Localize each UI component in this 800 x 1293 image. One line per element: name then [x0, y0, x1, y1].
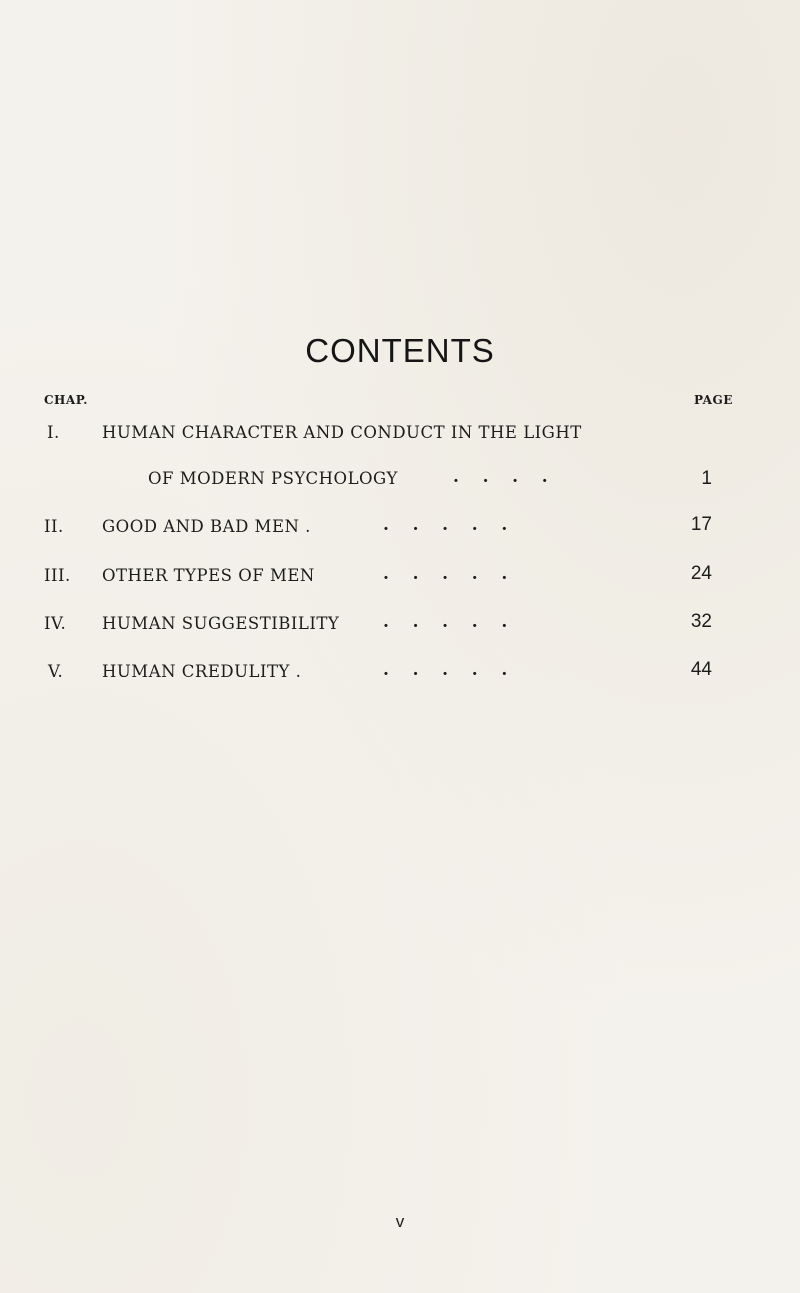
page-number: 1: [701, 468, 712, 489]
page-column-label: PAGE: [694, 393, 733, 407]
chapter-title-line-2: OF MODERN PSYCHOLOGY: [148, 469, 398, 488]
chapter-title: HUMAN SUGGESTIBILITY: [102, 614, 340, 633]
dot-leader: . . . . .: [383, 660, 508, 680]
dot-leader: . . . .: [453, 467, 548, 487]
chapter-number: II.: [44, 517, 64, 536]
page-title: CONTENTS: [305, 332, 495, 369]
chapter-title: GOOD AND BAD MEN .: [102, 517, 311, 536]
chapter-title-line-1: HUMAN CHARACTER AND CONDUCT IN THE LIGHT: [102, 423, 582, 442]
page-number: 17: [690, 514, 712, 535]
dot-leader: . . . . .: [383, 564, 508, 584]
chapter-number: III.: [44, 566, 71, 585]
page-folio: v: [395, 1212, 405, 1231]
chapter-number: IV.: [44, 614, 67, 633]
page-number: 32: [690, 611, 712, 632]
dot-leader: . . . . .: [383, 515, 508, 535]
chapter-number: V.: [48, 662, 64, 681]
page-number: 44: [690, 659, 712, 680]
dot-leader: . . . . .: [383, 612, 508, 632]
page-number: 24: [690, 563, 712, 584]
chapter-number: I.: [47, 423, 60, 442]
chap-column-label: CHAP.: [44, 393, 88, 407]
chapter-title: HUMAN CREDULITY .: [102, 662, 302, 681]
chapter-title: OTHER TYPES OF MEN: [102, 566, 315, 585]
